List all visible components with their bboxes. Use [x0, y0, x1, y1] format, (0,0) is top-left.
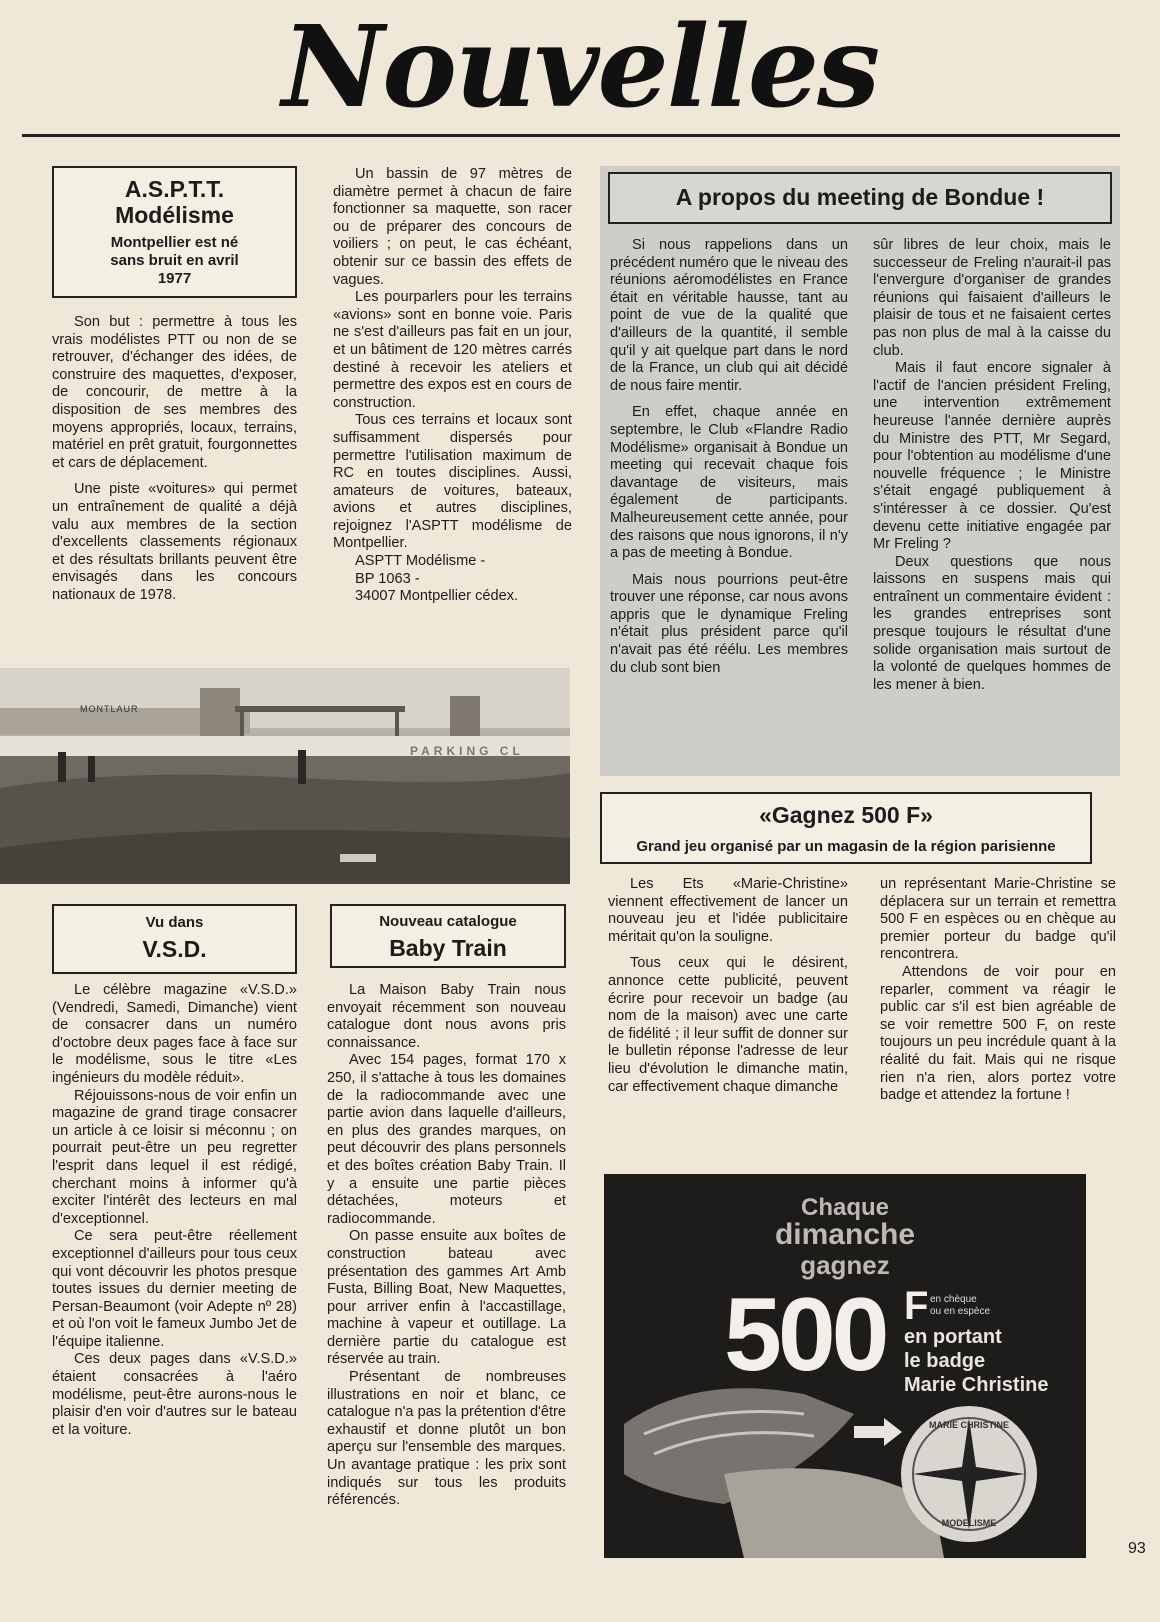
gagnez-subtitle: Grand jeu organisé par un magasin de la région parisienne [636, 838, 1056, 855]
vsd-title: V.S.D. [142, 936, 207, 962]
asptt-column-1 [52, 314, 297, 605]
vsd-paragraph: Réjouissons-nous de voir enfin un magazine de grand tirage consacrer un article à ce loisir si méconnu ; on pourrait peut-être un peu regretter l'esprit dans lequel il est rédigé, cherchant moins à informer qu'à exciter l'intérêt des lecteurs en mal d'exceptionnel. [52, 1087, 297, 1227]
vsd-column [52, 982, 297, 1439]
asptt-paragraph: Tous ces terrains et locaux sont suffisamment dispersés pour permettre l'utilisation maximum de RC en toutes disciplines. Aussi, amateurs de voitures, bateaux, avions et autres disciplines, rejoignez l'ASPTT modélisme de Montpellier. [333, 412, 572, 552]
masthead: Nouvelles [281, 2, 879, 133]
gagnez-paragraph: Tous ceux qui le désirent, annonce cette publicité, peuvent écrire pour recevoir un badge (au nom de la maison) avec une carte de fidélité ; il leur suffit de donner sur le bulletin réponse l'adresse de leur lieu d'évolution le dimanche matin, car effectivement chaque dimanche [608, 955, 848, 1095]
address-line: ASPTT Modélisme - [355, 553, 486, 570]
bondue-column-1 [610, 237, 848, 677]
asptt-paragraph: Une piste «voitures» qui permet un entraînement de qualité a déjà valu aux membres de la section d'excellents classements régionaux et des résultats brillants peuvent être envisagés dans les concours nationaux de 1978. [52, 481, 297, 603]
bondue-paragraph: En effet, chaque année en septembre, le Club «Flandre Radio Modélisme» organisait à Bondue un meeting qui recevait chaque fois davantage de visiteurs, mais également de participants. Malheureusement cette année, pour des raisons que nous ignorons, il n'y a pas de meeting à Bondue. [610, 404, 848, 562]
vsd-paragraph: Le célèbre magazine «V.S.D.» (Vendredi, Samedi, Dimanche) vient de consacrer dans un numéro d'octobre deux pages face à face sur le modélisme, sous le titre «Les ingénieurs du modèle réduit». [52, 982, 297, 1086]
asptt-paragraph: Son but : permettre à tous les vrais modélistes PTT ou non de se retrouver, d'échanger des idées, de construire des maquettes, d'exposer, de concourir, de mettre à la disposition de ses membres des moyens appropriés, locaux, terrains, matériel en prêt gratuit, fourgonnettes et cars de déplacement. [52, 314, 297, 471]
ad-line-portant: en portant [904, 1326, 1002, 1348]
babytrain-paragraph: La Maison Baby Train nous envoyait récemment son nouveau catalogue dont nous avons pris connaissance. [327, 982, 566, 1051]
babytrain-paragraph: Avec 154 pages, format 170 x 250, il s'attache à tous les domaines de la radiocommande avec une partie avion dans laquelle d'ailleurs, en plus des grandes marques, on peut découvrir des plans personnels et des boîtes création Baby Train. Il y a ensuite une partie pièces détachées, moteurs et radiocommande. [327, 1052, 566, 1227]
ad-line-chaque: Chaque [800, 1194, 889, 1221]
track-photo [0, 668, 570, 884]
asptt-paragraph: Un bassin de 97 mètres de diamètre permet à chacun de faire fonctionner sa maquette, son racer ou de préparer des concours de voiliers ; on peut, le cas échéant, obtenir sur ce bassin des effets de vagues. [333, 166, 572, 288]
marie-christine-ad [604, 1174, 1086, 1558]
ad-line-badge: le badge [904, 1350, 986, 1372]
vsd-kicker: Vu dans [145, 914, 204, 931]
asptt-title-box [52, 166, 297, 298]
photo-sign-parking: PARKING CL [410, 744, 524, 758]
gagnez-paragraph: Attendons de voir pour en reparler, comment va réagir le public car s'il est bien agréable de se voir remettre 500 F, on reste toujours un peu incrédule quant à la réalité du fait. Mais qui ne risque rien n'a rien, alors portez votre badge et attendez la fortune ! [880, 963, 1116, 1104]
bondue-paragraph: Si nous rappelions dans un précédent numéro que le niveau des réunions aéromodélistes en France était en véritable hausse, tant au point de vue de la qualité que d'ailleurs de la quantité, il semble qu'il y ait quelque part dans le nord de la France, un club qui ait décidé de nous faire mentir. [610, 237, 848, 394]
gagnez-paragraph: un représentant Marie-Christine se déplacera sur un terrain et remettra 500 F en espèces ou en chèque au premier porteur du badge qu'il rencontrera. [880, 876, 1116, 963]
masthead-rule [22, 134, 1120, 137]
page-number: 93 [1128, 1540, 1146, 1557]
ad-line-marie-christine: Marie Christine [904, 1374, 1049, 1396]
gagnez-title-box [600, 792, 1092, 864]
ad-badge-top: MARIE CHRISTINE [928, 1420, 1009, 1430]
babytrain-title-box [330, 904, 566, 968]
asptt-address [333, 553, 572, 606]
vsd-paragraph: Ces deux pages dans «V.S.D.» étaient consacrées à l'aéro modélisme, peut-être aurons-nous le plaisir d'en voir d'autres sur le bateau et la voiture. [52, 1351, 297, 1438]
ad-small-cheque: en chèque [930, 1294, 977, 1305]
bondue-paragraph: Deux questions que nous laissons en suspens mais qui entraînent un commentaire évident : les grandes entreprises sont presque toujours le résultat d'une solide organisation mais surtout de la volonté de quelques hommes de les mener à bien. [873, 553, 1111, 693]
babytrain-kicker: Nouveau catalogue [379, 913, 517, 930]
address-line: BP 1063 - [355, 570, 420, 587]
asptt-column-2 [333, 166, 572, 606]
ad-line-gagnez: gagnez [800, 1250, 890, 1280]
gagnez-title: «Gagnez 500 F» [759, 802, 933, 828]
ad-badge-bottom: MODELISME [941, 1518, 997, 1528]
babytrain-column [327, 982, 566, 1510]
track-photo-graphic [0, 668, 570, 884]
gagnez-column-1 [608, 876, 848, 1096]
photo-sign-montlaur: MONTLAUR [80, 704, 139, 714]
asptt-paragraph: Les pourparlers pour les terrains «avions» sont en bonne voie. Paris ne s'est d'ailleurs pas fait en un jour, et un bâtiment de 120 mètres carrés destiné à recevoir les ateliers et permettre des expos est en cours de construction. [333, 289, 572, 411]
asptt-title: A.S.P.T.T. Modélisme [115, 176, 234, 228]
address-line: 34007 Montpellier cédex. [355, 588, 519, 605]
vsd-paragraph: Ce sera peut-être réellement exceptionnel d'ailleurs pour tous ceux qui vont découvrir les photos presque toutes issues du dernier meeting de Persan-Beaumont (voir Adepte nº 28) et où l'on voit le fameux Jumbo Jet de l'équipe italienne. [52, 1228, 297, 1350]
bondue-column-2 [873, 237, 1111, 694]
asptt-subtitle: Montpellier est né sans bruit en avril 1977 [110, 234, 239, 287]
babytrain-paragraph: Présentant de nombreuses illustrations en noir et blanc, ce catalogue n'a pas la prétention d'être exhaustif et donne plutôt un bon aperçu sur l'ensemble des marques. Un avantage pratique : les prix sont indiqués sur tous les produits référencés. [327, 1369, 566, 1509]
babytrain-paragraph: On passe ensuite aux boîtes de construction bateau avec présentation des gammes Art Amb Fusta, Billing Boat, New Maquettes, pour arriver enfin à l'accastillage, machine à vapeur et outillage. La dernière partie du catalogue est réservée au train. [327, 1228, 566, 1368]
gagnez-column-2 [880, 876, 1116, 1105]
babytrain-title: Baby Train [389, 935, 507, 961]
ad-line-dimanche: dimanche [774, 1218, 916, 1251]
bondue-paragraph: sûr libres de leur choix, mais le successeur de Freling n'aurait-il pas l'envergure d'organiser de grandes réunions qui faisaient d'ailleurs le plaisir de tous et ne faisaient certes pas non plus de mal à la caisse du club. [873, 237, 1111, 359]
bondue-title: A propos du meeting de Bondue ! [675, 184, 1045, 210]
bondue-title-box [608, 172, 1112, 224]
bondue-paragraph: Mais nous pourrions peut-être trouver une réponse, car nous avons appris que le dynamique Freling n'était plus président parce qu'il n'avait pas été réélu. Les membres du club sont bien [610, 571, 848, 676]
ad-currency: F [904, 1284, 929, 1328]
ad-amount: 500 [724, 1277, 886, 1393]
vsd-title-box [52, 904, 297, 974]
bondue-paragraph: Mais il faut encore signaler à l'actif de l'ancien président Freling, une intervention extrêmement heureuse l'année dernière auprès du Ministre des PTT, Mr Segard, pour l'obtention au modélisme d'une nouvelle fréquence ; le Ministre s'était engagé publiquement à s'intéresser à ce dossier. Qu'est devenu cette initiative engagée par Mr Freling ? [873, 360, 1111, 553]
ad-small-espece: ou en espèce [930, 1306, 991, 1317]
ad-illustration [604, 1174, 1086, 1558]
gagnez-paragraph: Les Ets «Marie-Christine» viennent effectivement de lancer un nouveau jeu et l'idée publicitaire méritait qu'on la souligne. [608, 876, 848, 945]
